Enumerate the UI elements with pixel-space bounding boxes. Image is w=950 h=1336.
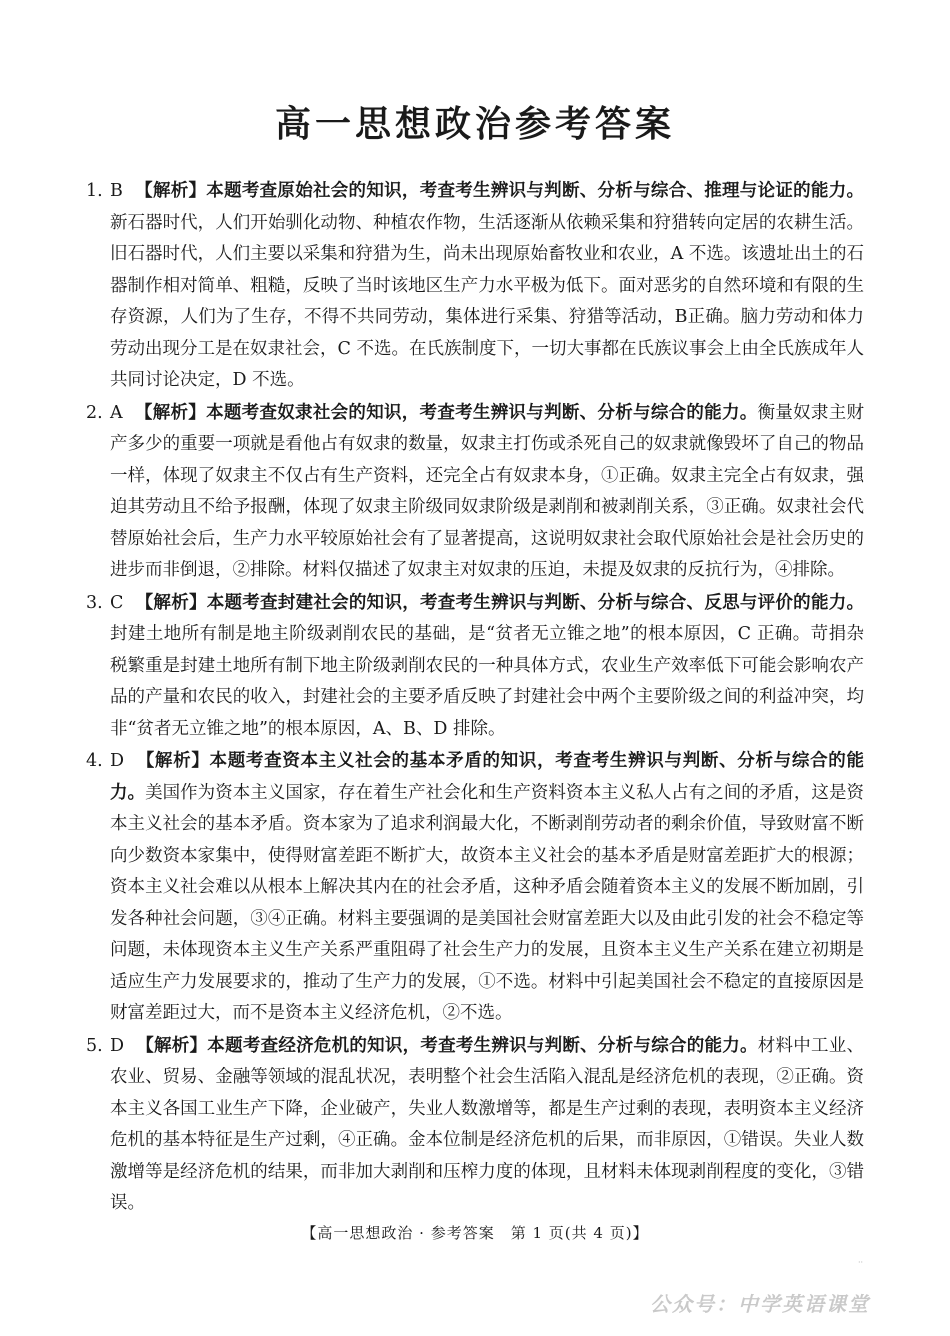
question-number: 1. [86, 181, 103, 201]
question-number: 3. [86, 592, 103, 613]
answer-choice: B [110, 181, 123, 201]
analysis-lead: 【解析】本题考查原始社会的知识，考查考生辨识与判断、分析与综合、推理与论证的能力。 [134, 181, 864, 201]
analysis-lead: 【解析】本题考查资本主义社会的基本矛盾的知识，考查考生辨识与判断、分析与综合的能力。 [110, 751, 864, 803]
question-number: 4. [86, 751, 103, 771]
answer-choice: D [110, 751, 125, 771]
answer-list [86, 176, 864, 1221]
analysis-lead: 【解析】本题考查经济危机的知识，考查考生辨识与判断、分析与综合的能力。 [136, 1035, 758, 1056]
question-number: 2. [86, 402, 103, 423]
question-item-5 [86, 1031, 864, 1220]
analysis-body: 美国作为资本主义国家，存在着生产社会化和生产资料资本主义私人占有之间的矛盾，这是资本主义社会的基本矛盾。资本家为了追求利润最大化，不断剥削劳动者的剩余价值，导致财富不断向少数资本家集中，使得财富差距不断扩大，故资本主义社会的基本矛盾是财富差距扩大的根源；资本主义社会难以从根本上解决其内在的社会矛盾，这种矛盾会随着资本主义的发展不断加剧，引发各种社会问题，③④正确。材料主要强调的是美国社会财富差距大以及由此引发的社会不稳定等问题，未体现资本主义生产关系严重阻碍了社会生产力的发展，且资本主义生产关系在建立初期是适应生产力发展要求的，推动了生产力的发展，①不选。材料中引起美国社会不稳定的直接原因是财富差距过大，而不是资本主义经济危机，②不选。 [110, 782, 865, 1023]
analysis-body: 新石器时代，人们开始驯化动物、种植农作物，生活逐渐从依赖采集和狩猎转向定居的农耕生活。旧石器时代，人们主要以采集和狩猎为生，尚未出现原始畜牧业和农业，A 不选。该遗址出土的石器制作相对简单、粗糙，反映了当时该地区生产力水平极为低下。面对恶劣的自然环境和有限的生存资源，人们为了生存，不得不共同劳动，集体进行采集、狩猎等活动，B正确。脑力劳动和体力劳动出现分工是在奴隶社会，C 不选。在氏族制度下，一切大事都在氏族议事会上由全氏族成年人共同讨论决定，D 不选。 [110, 212, 864, 390]
analysis-lead: 【解析】本题考查封建社会的知识，考查考生辨识与判断、分析与综合、反思与评价的能力。 [135, 592, 864, 613]
answer-choice: C [110, 592, 124, 613]
question-number: 5. [86, 1035, 103, 1056]
page-footer: 【高一思想政治 · 参考答案 第 1 页(共 4 页)】 [301, 1224, 649, 1242]
answer-choice: A [110, 402, 123, 423]
question-item-3 [86, 588, 864, 746]
answer-choice: D [110, 1035, 125, 1056]
analysis-lead: 【解析】本题考查奴隶社会的知识，考查考生辨识与判断、分析与综合的能力。 [134, 402, 758, 423]
analysis-body: 材料中工业、农业、贸易、金融等领域的混乱状况，表明整个社会生活陷入混乱是经济危机的表现，②正确。资本主义各国工业生产下降，企业破产，失业人数激增等，都是生产过剩的表现，表明资本主义经济危机的基本特征是生产过剩，④正确。金本位制是经济危机的后果，而非原因，①错误。失业人数激增等是经济危机的结果，而非加大剥削和压榨力度的体现，且材料未体现剥削程度的变化，③错误。 [110, 1035, 865, 1213]
page-title: 高一思想政治参考答案 [274, 103, 675, 145]
question-item-2 [86, 398, 864, 587]
decorative-dots: ·· [858, 1258, 864, 1267]
analysis-body: 衡量奴隶主财产多少的重要一项就是看他占有奴隶的数量，奴隶主打伤或杀死自己的奴隶就像毁坏了自己的物品一样，体现了奴隶主不仅占有生产资料，还完全占有奴隶本身，①正确。奴隶主完全占有奴隶，强迫其劳动且不给予报酬，体现了奴隶主阶级同奴隶阶级是剥削和被剥削关系，③正确。奴隶社会代替原始社会后，生产力水平较原始社会有了显著提高，这说明奴隶社会取代原始社会是社会历史的进步而非倒退，②排除。材料仅描述了奴隶主对奴隶的压迫，未提及奴隶的反抗行为，④排除。 [110, 402, 865, 580]
question-item-1 [86, 176, 864, 397]
watermark: 公众号：中学英语课堂 [650, 1292, 870, 1316]
question-item-4 [86, 746, 864, 1030]
analysis-body: 封建土地所有制是地主阶级剥削农民的基础，是“贫者无立锥之地”的根本原因，C 正确。苛捐杂税繁重是封建土地所有制下地主阶级剥削农民的一种具体方式，农业生产效率低下可能会影响农产品的产量和农民的收入，封建社会的主要矛盾反映了封建社会中两个主要阶级之间的利益冲突，均非“贫者无立锥之地”的根本原因，A、B、D 排除。 [110, 624, 864, 739]
